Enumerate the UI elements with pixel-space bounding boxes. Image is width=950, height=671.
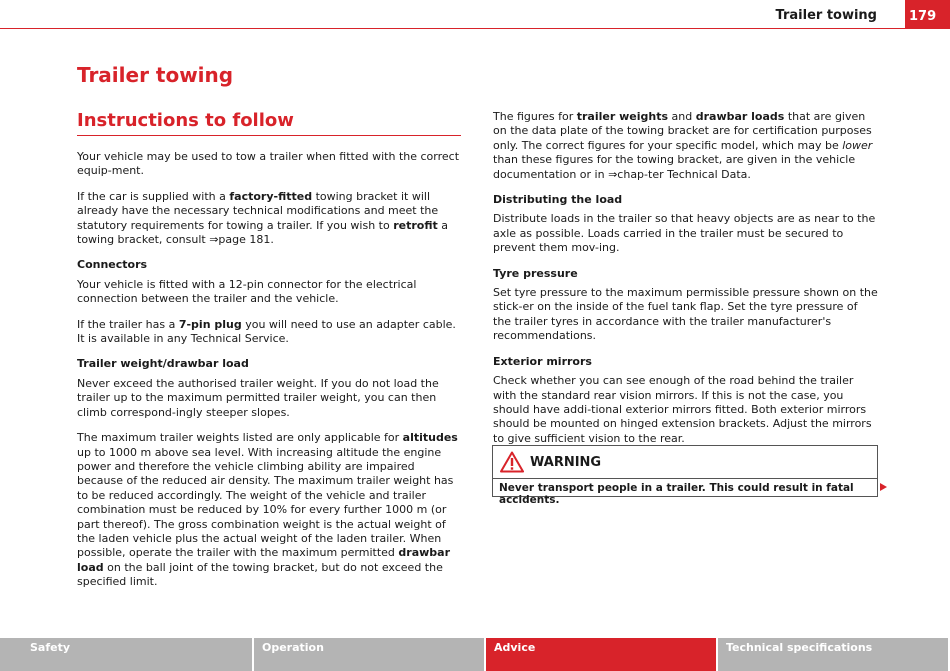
exterior-mirrors-heading: Exterior mirrors	[493, 354, 592, 368]
text: If the trailer has a	[77, 317, 179, 331]
chapter-reference-link[interactable]: than these figures for the towing bracket, are given in the vehicle documentation or in ⇒chap-ter Technical Data.	[493, 153, 856, 181]
italic-emphasis: lower	[842, 138, 873, 152]
connectors-heading: Connectors	[77, 258, 148, 272]
connectors-paragraph: Your vehicle is fitted with a 12-pin connector for the electrical connection between the trailer and the vehicle.	[77, 277, 417, 306]
tab-safety[interactable]: Safety	[0, 638, 254, 671]
warning-box	[492, 445, 878, 506]
text: that are given on the data plate of the towing bracket are for certification purposes only. The correct figures for your specific model, which may be	[493, 110, 872, 152]
factory-fitted-paragraph	[77, 190, 462, 248]
text: you will need to use an adapter cable. It is available in any Technical Service.	[77, 317, 456, 346]
emphasis: 7-pin plug	[178, 317, 242, 331]
section-rule	[77, 135, 461, 136]
footer-nav	[0, 638, 950, 671]
emphasis: altitudes	[402, 431, 458, 445]
adapter-paragraph	[77, 318, 462, 347]
tab-advice[interactable]: Advice	[486, 638, 718, 671]
emphasis: drawbar load	[77, 546, 451, 574]
page-title: Trailer towing	[77, 63, 234, 87]
intro-paragraph: Your vehicle may be used to tow a trailer when fitted with the correct equip-ment.	[77, 150, 460, 178]
altitude-paragraph	[77, 431, 462, 589]
section-title: Instructions to follow	[77, 110, 294, 131]
emphasis: drawbar loads	[695, 110, 785, 123]
text: on the ball joint of the towing bracket, but do not exceed the specified limit.	[77, 560, 443, 589]
header-rule	[0, 28, 950, 29]
emphasis: factory-fitted	[229, 189, 313, 203]
tab-technical-specifications[interactable]: Technical specifications	[718, 638, 950, 671]
right-column	[493, 110, 878, 457]
running-header-title: Trailer towing	[775, 8, 877, 23]
continue-arrow-icon	[880, 483, 887, 491]
tab-operation[interactable]: Operation	[254, 638, 486, 671]
tyre-pressure-paragraph: Set tyre pressure to the maximum permissible pressure shown on the stick-er on the inside of the fuel tank flap. Set the tyre pressure of the trailer tyres in accordance with the trailer manufacturer's recommendations.	[493, 286, 878, 343]
emphasis: retrofit	[393, 218, 438, 232]
trailer-weight-heading: Trailer weight/drawbar load	[77, 357, 249, 371]
text: The figures for	[493, 110, 577, 123]
text: The maximum trailer weights listed are only applicable for	[77, 431, 403, 445]
figures-paragraph	[493, 110, 878, 182]
warning-triangle-icon	[500, 451, 524, 477]
emphasis: trailer weights	[576, 110, 669, 123]
warning-header	[493, 446, 877, 479]
page-number: 179	[905, 0, 950, 29]
warning-text: Never transport people in a trailer. This could result in fatal accidents.	[499, 482, 854, 506]
warning-label: WARNING	[530, 455, 602, 470]
text: up to 1000 m above sea level. With increasing altitude the engine power and therefore the vehicle climbing ability are impaired because of the reduced air density. The maximum trailer weight has to be reduced accordingly. The weight of the vehicle and trailer combination must be reduced by 10% for every further 1000 m (or part thereof). The gross combination weight is the actual weight of the laden vehicle plus the actual weight of the laden trailer. When possible, operate the trailer with the maximum permitted	[77, 445, 454, 560]
distributing-load-heading: Distributing the load	[493, 193, 623, 207]
page-reference-link[interactable]: a towing bracket, consult ⇒page 181.	[77, 218, 449, 247]
exterior-mirrors-paragraph: Check whether you can see enough of the road behind the trailer with the standard rear vision mirrors. If this is not the case, you should have addi-tional exterior mirrors fitted. Both exterior mirrors should be mounted on hinged extension brackets. Adjust the mirrors to give sufficient vision to the rear.	[493, 374, 872, 445]
trailer-weight-paragraph: Never exceed the authorised trailer weight. If you do not load the trailer up to the maximum permitted trailer weight, you can then climb correspond-ingly steeper slopes.	[77, 376, 439, 419]
distributing-load-paragraph: Distribute loads in the trailer so that heavy objects are as near to the axle as possible. Loads carried in the trailer must be secured to prevent them mov-ing.	[493, 212, 876, 255]
text: If the car is supplied with a	[77, 189, 230, 203]
left-column	[77, 150, 462, 601]
tyre-pressure-heading: Tyre pressure	[493, 266, 578, 280]
text: and	[668, 110, 696, 123]
text: towing bracket it will already have the necessary technical modifications and meet the statutory requirements for towing a trailer. If you wish to	[77, 189, 439, 232]
